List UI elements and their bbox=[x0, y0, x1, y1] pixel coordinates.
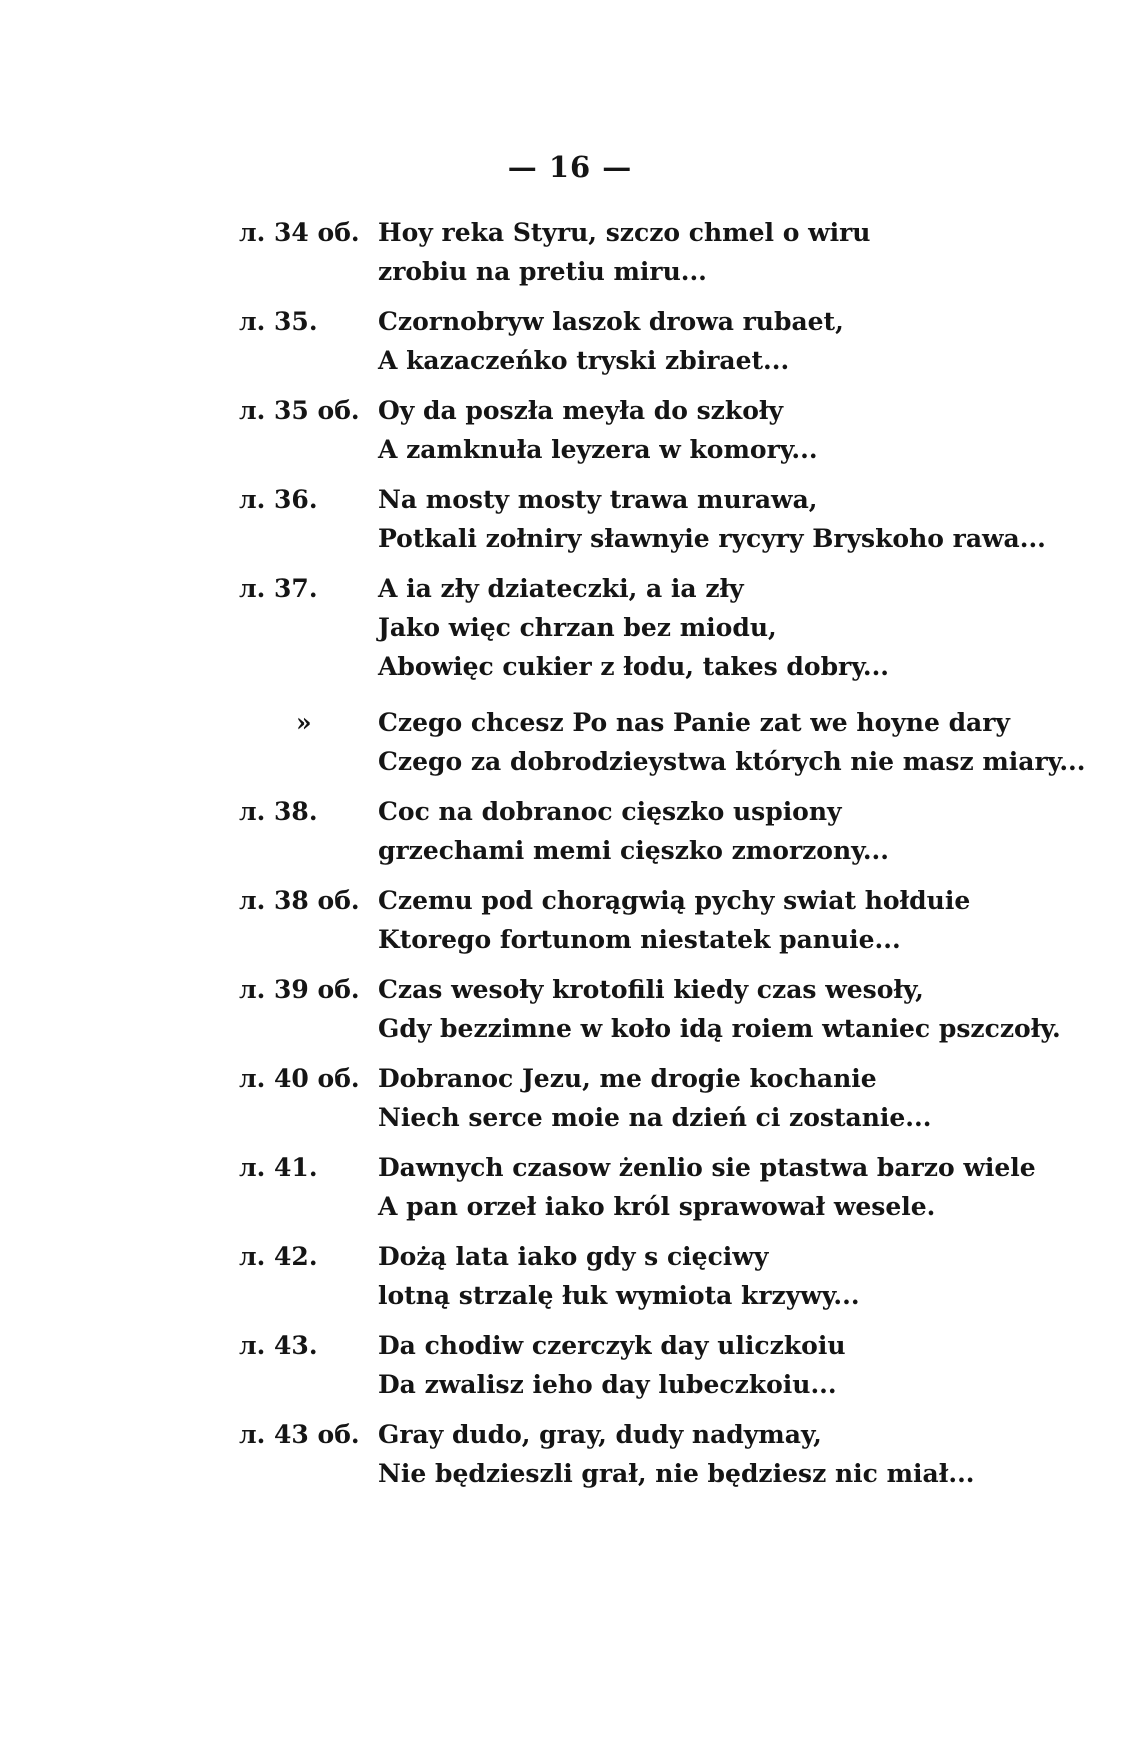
entry bbox=[0, 391, 1140, 480]
verse-line: grzechami memi cięszko zmorzony... bbox=[378, 836, 889, 865]
folio-reference: л. 43 об. bbox=[239, 1420, 360, 1449]
verse-line: Czemu pod chorągwią pychy swiat hołduie bbox=[378, 886, 971, 915]
entry bbox=[0, 792, 1140, 881]
verse-line: Dobranoc Jezu, me drogie kochanie bbox=[378, 1064, 877, 1093]
verse-line: A zamknuła leyzera w komory... bbox=[378, 435, 818, 464]
verse-line: Coc na dobranoc cięszko uspiony bbox=[378, 797, 842, 826]
verse-line: Potkali zołniry sławnyie rycyry Bryskoho rawa... bbox=[378, 524, 1046, 553]
verse-incipit bbox=[378, 213, 1118, 291]
verse-incipit bbox=[378, 792, 1118, 870]
folio-reference: л. 36. bbox=[239, 485, 318, 514]
verse-incipit bbox=[378, 391, 1118, 469]
verse-line: Czego chcesz Po nas Panie zat we hoyne dary bbox=[378, 708, 1010, 737]
verse-incipit bbox=[378, 1148, 1118, 1226]
verse-line: zrobiu na pretiu miru... bbox=[378, 257, 707, 286]
verse-incipit bbox=[378, 1415, 1118, 1493]
entry-list bbox=[0, 213, 1140, 1504]
folio-reference: л. 35. bbox=[239, 307, 318, 336]
verse-incipit bbox=[378, 1326, 1118, 1404]
verse-line: Dawnych czasow żenlio sie ptastwa barzo wiele bbox=[378, 1153, 1036, 1182]
verse-line: lotną strzalę łuk wymiota krzywy... bbox=[378, 1281, 860, 1310]
verse-incipit bbox=[378, 569, 1118, 686]
verse-line: Gray dudo, gray, dudy nadymay, bbox=[378, 1420, 822, 1449]
entry bbox=[0, 703, 1140, 792]
verse-line: A pan orzeł iako król sprawował wesele. bbox=[378, 1192, 936, 1221]
folio-reference: л. 35 об. bbox=[239, 396, 360, 425]
folio-reference: л. 42. bbox=[239, 1242, 318, 1271]
folio-reference: л. 43. bbox=[239, 1331, 318, 1360]
folio-reference: л. 38 об. bbox=[239, 886, 360, 915]
verse-line: Da zwalisz ieho day lubeczkoiu... bbox=[378, 1370, 837, 1399]
verse-incipit bbox=[378, 480, 1118, 558]
entry bbox=[0, 480, 1140, 569]
verse-line: Hoy reka Styru, szczo chmel o wiru bbox=[378, 218, 871, 247]
verse-incipit bbox=[378, 1059, 1118, 1137]
verse-line: Abowięc cukier z łodu, takes dobry... bbox=[378, 652, 889, 681]
entry bbox=[0, 1415, 1140, 1504]
verse-line: Niech serce moie na dzień ci zostanie... bbox=[378, 1103, 932, 1132]
folio-reference: л. 38. bbox=[239, 797, 318, 826]
folio-reference: л. 34 об. bbox=[239, 218, 360, 247]
verse-incipit bbox=[378, 302, 1118, 380]
verse-line: Dożą lata iako gdy s cięciwy bbox=[378, 1242, 769, 1271]
folio-reference: л. 39 об. bbox=[239, 975, 360, 1004]
verse-line: Na mosty mosty trawa murawa, bbox=[378, 485, 818, 514]
entry bbox=[0, 1059, 1140, 1148]
verse-incipit bbox=[378, 1237, 1118, 1315]
verse-line: A kazaczeńko tryski zbiraet... bbox=[378, 346, 790, 375]
entry bbox=[0, 1148, 1140, 1237]
entry bbox=[0, 1326, 1140, 1415]
verse-line: A ia zły dziateczki, a ia zły bbox=[378, 574, 744, 603]
entry bbox=[0, 302, 1140, 391]
verse-line: Jako więc chrzan bez miodu, bbox=[378, 613, 777, 642]
entry bbox=[0, 1237, 1140, 1326]
verse-line: Da chodiw czerczyk day uliczkoiu bbox=[378, 1331, 846, 1360]
verse-incipit bbox=[378, 881, 1118, 959]
entry bbox=[0, 970, 1140, 1059]
verse-line: Czornobryw laszok drowa rubaet, bbox=[378, 307, 844, 336]
verse-line: Czas wesoły krotofili kiedy czas wesoły, bbox=[378, 975, 924, 1004]
page-number: — 16 — bbox=[507, 150, 633, 184]
verse-line: Czego za dobrodzieystwa których nie masz miary... bbox=[378, 747, 1086, 776]
verse-line: Oy da poszła meyła do szkoły bbox=[378, 396, 784, 425]
verse-line: Ktorego fortunom niestatek panuie... bbox=[378, 925, 901, 954]
verse-incipit bbox=[378, 970, 1118, 1048]
folio-reference: л. 37. bbox=[239, 574, 318, 603]
entry bbox=[0, 213, 1140, 302]
verse-line: Nie będzieszli grał, nie będziesz nic miał... bbox=[378, 1459, 975, 1488]
entry bbox=[0, 881, 1140, 970]
folio-reference: л. 41. bbox=[239, 1153, 318, 1182]
folio-reference: л. 40 об. bbox=[239, 1064, 360, 1093]
folio-reference: » bbox=[296, 708, 312, 737]
entry bbox=[0, 569, 1140, 703]
verse-line: Gdy bezzimne w koło idą roiem wtaniec pszczoły. bbox=[378, 1014, 1061, 1043]
verse-incipit bbox=[378, 703, 1118, 781]
